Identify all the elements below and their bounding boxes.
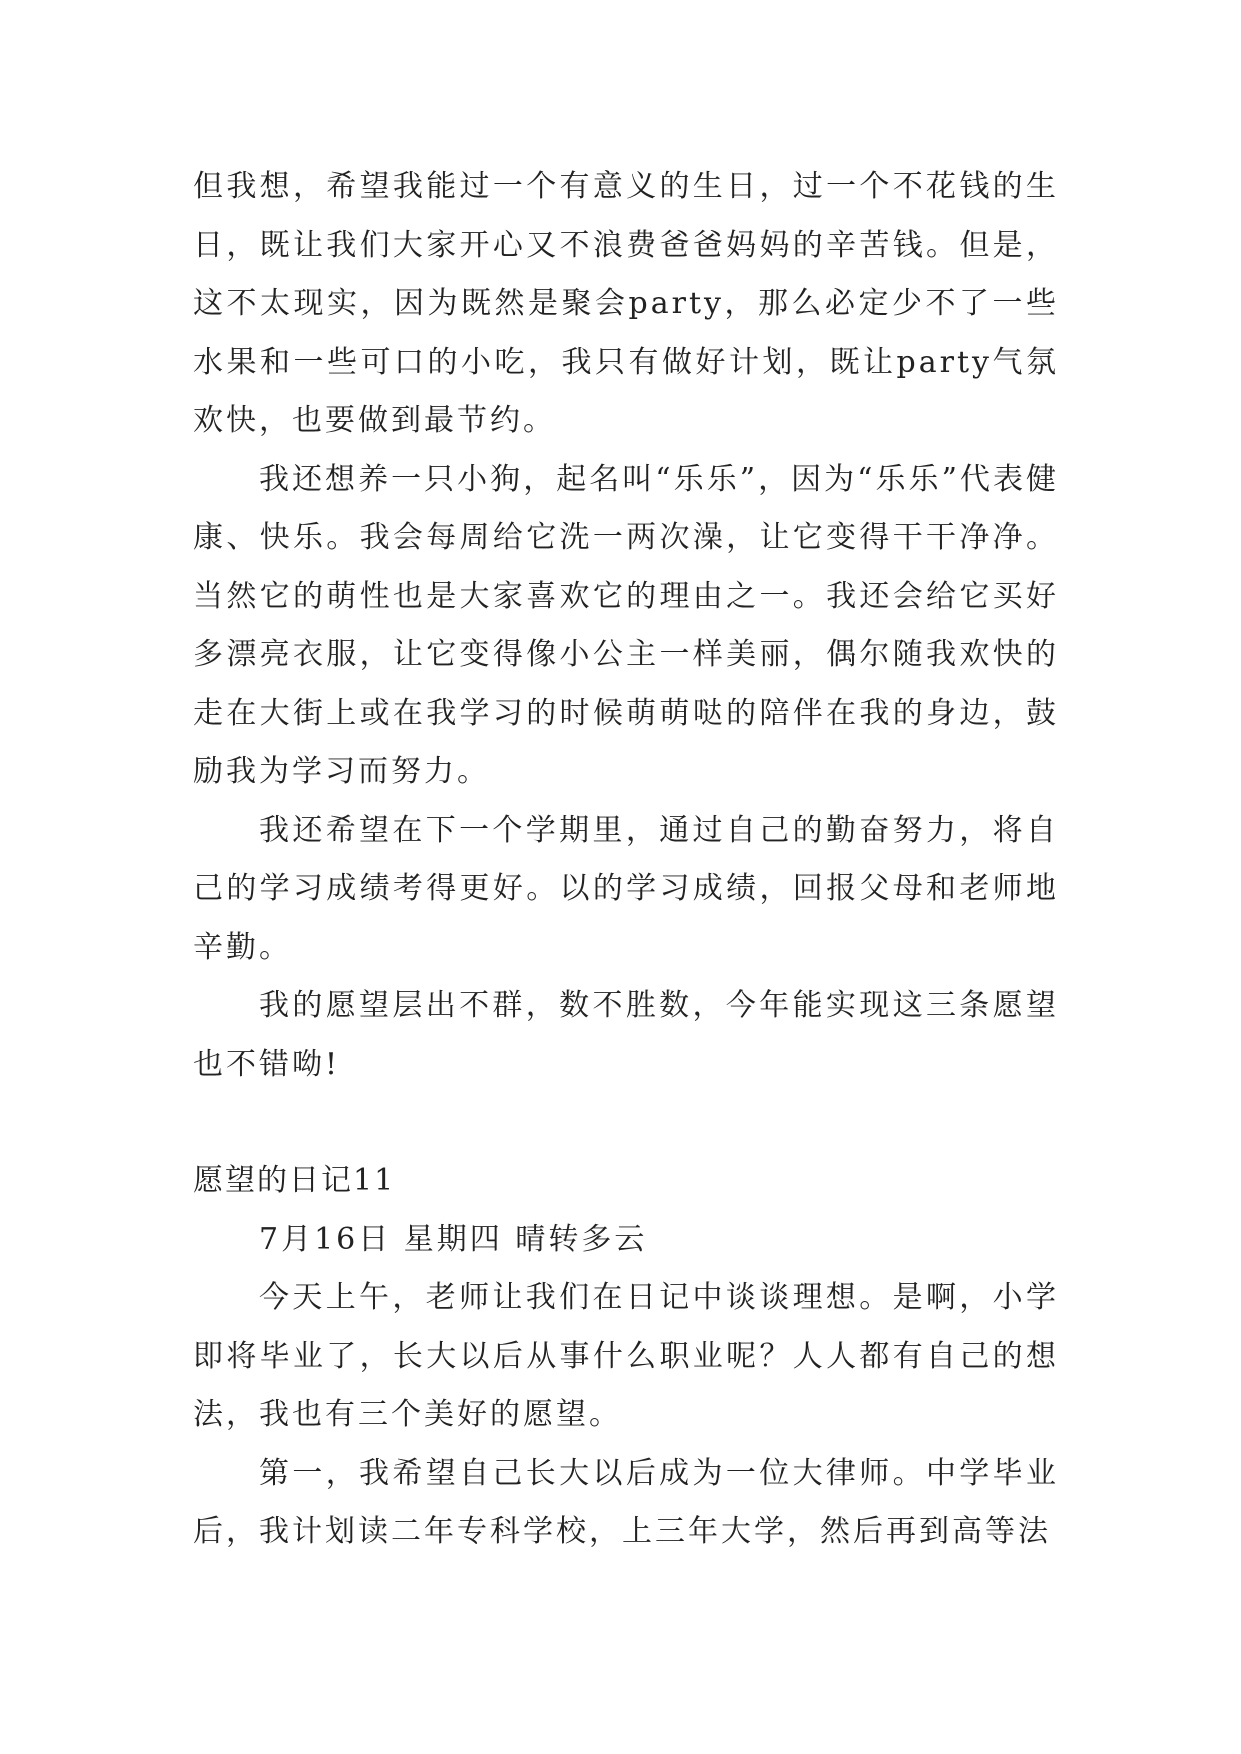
paragraph-conclusion: 我的愿望层出不群，数不胜数，今年能实现这三条愿望也不错呦!: [193, 988, 1059, 1082]
section-spacer: [193, 1094, 1059, 1152]
paragraph-birthday-plan: 但我想，希望我能过一个有意义的生日，过一个不花钱的生日，既让我们大家开心又不浪费爸爸妈妈的辛苦钱。但是，这不太现实，因为既然是聚会party，那么必定少不了一些水果和一些可口的小吃，我只有做好计划，既让party气氛欢快，也要做到最节约。: [193, 169, 1059, 438]
paragraph-lawyer-wish: 第一，我希望自己长大以后成为一位大律师。中学毕业后，我计划读二年专科学校，上三年大学，然后再到高等法: [193, 1455, 1059, 1549]
paragraph-study-wish: 我还希望在下一个学期里，通过自己的勤奋努力，将自己的学习成绩考得更好。以的学习成绩，回报父母和老师地辛勤。: [193, 812, 1059, 965]
document-body: [193, 158, 1059, 1562]
section-heading: 愿望的日记11: [193, 1163, 396, 1198]
paragraph-ideal-intro: 今天上午，老师让我们在日记中谈谈理想。是啊，小学即将毕业了，长大以后从事什么职业呢？人人都有自己的想法，我也有三个美好的愿望。: [193, 1280, 1059, 1432]
paragraph-puppy-wish: 我还想养一只小狗，起名叫“乐乐”，因为“乐乐”代表健康、快乐。我会每周给它洗一两次澡，让它变得干干净净。当然它的萌性也是大家喜欢它的理由之一。我还会给它买好多漂亮衣服，让它变得像小公主一样美丽，偶尔随我欢快的走在大街上或在我学习的时候萌萌哒的陪伴在我的身边，鼓励我为学习而努力。: [193, 461, 1059, 789]
diary-date-line: 7月16日 星期四 晴转多云: [259, 1221, 648, 1257]
